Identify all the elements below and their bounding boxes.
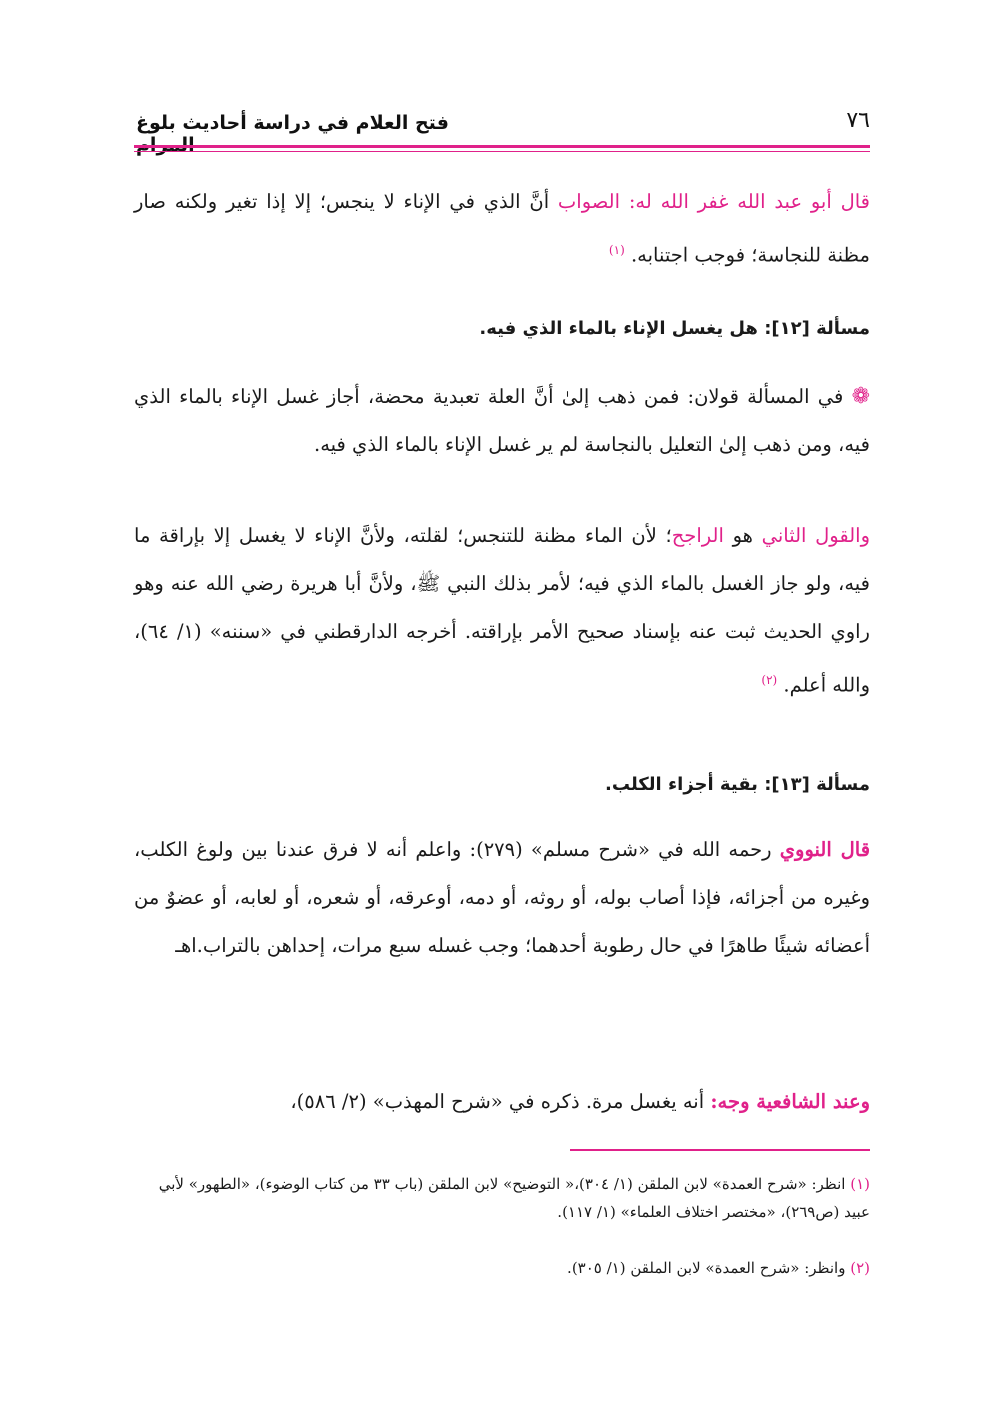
footnote-2 (134, 1254, 870, 1282)
paragraph-text: أنه يغسل مرة. ذكره في «شرح المهذب» (٢/ ٥٨٦)، (290, 1090, 705, 1113)
connector-word: هو (732, 524, 753, 547)
heading-title: بقية أجزاء الكلب. (605, 774, 758, 795)
footnote-ref-2: (٢) (761, 673, 778, 687)
author-attribution: قال أبو عبد الله غفر الله له: (628, 190, 871, 213)
section-heading-13 (605, 774, 870, 795)
paragraph-text: رحمه الله في «شرح مسلم» (٢٧٩): واعلم أنه لا فرق عندنا بين ولوغ الكلب، وغيره من أجزائه، فإذا أصاب بوله، أو روثه، أو دمه، أوعرقه، أو شعره، أو لعابه، أو عضوٌ من أعضائه شيئًا طاهرًا في حال رطوبة أحدهما؛ وجب غسله سبع مرات، إحداهن بالتراب.اهـ (134, 838, 870, 957)
footnote-1 (134, 1170, 870, 1226)
flower-ornament-icon: ❁ (851, 384, 870, 409)
footnote-ref-1: (١) (608, 243, 625, 257)
header-rule-thick (134, 145, 870, 148)
paragraph-5 (134, 1078, 870, 1126)
header-rule-thin (134, 151, 870, 152)
highlight-word: الراجح (671, 524, 724, 547)
page-number: ٧٦ (846, 108, 870, 133)
heading-label: مسألة [١٣]: (764, 774, 870, 795)
highlight-phrase: وعند الشافعية وجه: (710, 1090, 870, 1113)
footnote-number: (٢) (850, 1259, 870, 1277)
highlight-word: الصواب (557, 190, 621, 213)
footnote-text: وانظر: «شرح العمدة» لابن الملقن (١/ ٣٠٥). (567, 1259, 846, 1277)
paragraph-text: أنَّ الذي في الإناء لا ينجس؛ إلا إذا تغير ولكنه صار مظنة للنجاسة؛ فوجب اجتنابه. (134, 190, 870, 267)
heading-label: مسألة [١٢]: (764, 318, 870, 339)
paragraph-text: ؛ لأن الماء مظنة للتنجس؛ لقلته، ولأنَّ الإناء لا يغسل إلا بإراقة ما فيه، ولو جاز الغسل بالماء الذي فيه؛ لأمر بذلك النبي ﷺ، ولأنَّ أبا هريرة رضي الله عنه وهو راوي الحديث ثبت عنه بإسناد صحيح الأمر بإراقته. أخرجه الدارقطني في «سننه» (١/ ٦٤)، والله أعلم. (134, 524, 870, 697)
heading-title: هل يغسل الإناء بالماء الذي فيه. (479, 318, 758, 339)
paragraph-3 (134, 512, 870, 710)
paragraph-text: في المسألة قولان: فمن ذهب إلىٰ أنَّ العلة تعبدية محضة، أجاز غسل الإناء بالماء الذي فيه، ومن ذهب إلىٰ التعليل بالنجاسة لم ير غسل الإناء بالماء الذي فيه. (134, 385, 870, 456)
footnote-text: انظر: «شرح العمدة» لابن الملقن (١/ ٣٠٤)،« التوضيح» لابن الملقن (باب ٣٣ من كتاب الوضوء)، «الطهور» لأبي عبيد (ص٢٦٩)، «مختصر اختلاف العلماء» (١/ ١١٧). (158, 1175, 870, 1221)
section-heading-12 (479, 318, 870, 339)
highlight-phrase: والقول الثاني (761, 524, 871, 547)
running-header-title: فتح العلام في دراسة أحاديث بلوغ (136, 112, 449, 134)
highlight-phrase: قال النووي (779, 838, 871, 861)
paragraph-1 (134, 178, 870, 280)
paragraph-4 (134, 826, 870, 970)
footnote-divider (570, 1149, 870, 1151)
footnote-number: (١) (850, 1175, 870, 1193)
paragraph-2 (134, 373, 870, 469)
